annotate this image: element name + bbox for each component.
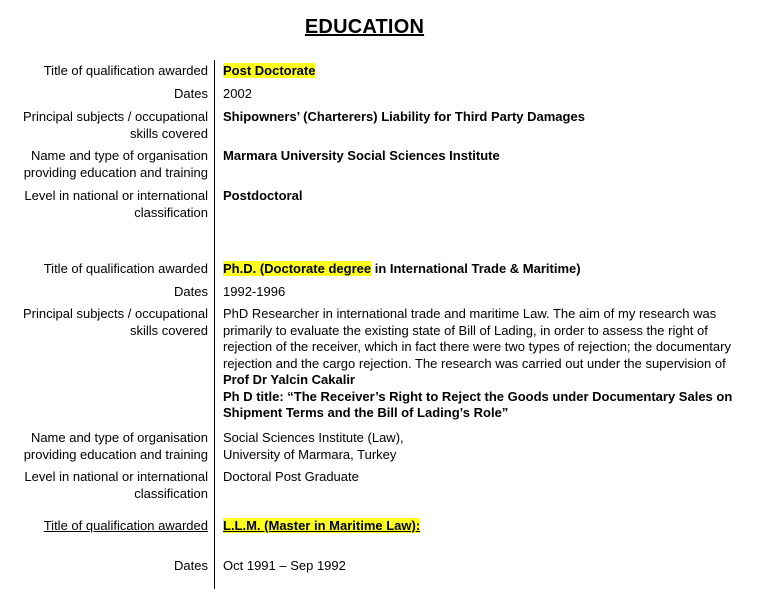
qualification-subjects: Shipowners’ (Charterers) Liability for Third Party Damages xyxy=(223,109,585,124)
label-organisation: Name and type of organisation providing education and training xyxy=(23,148,208,180)
label-dates: Dates xyxy=(174,284,208,299)
label-dates: Dates xyxy=(174,558,208,573)
qualification-level: Postdoctoral xyxy=(223,188,303,203)
qualification-organisation: Marmara University Social Sciences Institute xyxy=(223,148,500,163)
qualification-dates: 1992-1996 xyxy=(223,284,286,299)
qualification-dates: Oct 1991 – Sep 1992 xyxy=(223,558,346,573)
qualification-dates: 2002 xyxy=(223,86,252,101)
label-organisation: Name and type of organisation providing education and training xyxy=(23,430,208,462)
qualification-title: Post Doctorate xyxy=(223,63,316,78)
section-heading: EDUCATION xyxy=(304,16,425,38)
qualification-organisation: Social Sciences Institute (Law), University of Marmara, Turkey xyxy=(223,430,404,462)
qualification-level: Doctoral Post Graduate xyxy=(223,469,359,484)
label-subjects: Principal subjects / occupational skills covered xyxy=(23,306,208,338)
supervisor-name: Prof Dr Yalcin Cakalir xyxy=(223,372,355,387)
label-title-awarded: Title of qualification awarded xyxy=(43,518,208,533)
thesis-title: Ph D title: “The Receiver’s Right to Reject the Goods under Documentary Sales on Shipment Terms and the Bill of Lading’s Role” xyxy=(223,388,733,420)
qualification-title: L.L.M. (Master in Maritime Law): xyxy=(223,518,421,533)
label-title-awarded: Title of qualification awarded xyxy=(43,261,208,276)
label-title-awarded: Title of qualification awarded xyxy=(43,63,208,78)
label-subjects: Principal subjects / occupational skills covered xyxy=(23,109,208,141)
label-dates: Dates xyxy=(174,86,208,101)
label-level: Level in national or international classification xyxy=(24,188,208,220)
qualification-title: Ph.D. (Doctorate degree in International Trade & Maritime) xyxy=(223,261,581,276)
divider-line xyxy=(214,60,215,589)
label-level: Level in national or international classification xyxy=(24,469,208,501)
qualification-subjects: PhD Researcher in international trade and maritime Law. The aim of my research was primarily to evaluate the existing state of Bill of Lading, in order to assess the right of rejection of the receiver, which in fact there were two types of rejection; the documentary rejection and the cargo rejection. The research was carried out under the supervision of Prof Dr Yalcin Cakalir Ph D title: “The Receiver’s Right to Reject the Goods under Documentary Sales on Shipment Terms and the Bill of Lading’s Role” xyxy=(223,306,733,420)
